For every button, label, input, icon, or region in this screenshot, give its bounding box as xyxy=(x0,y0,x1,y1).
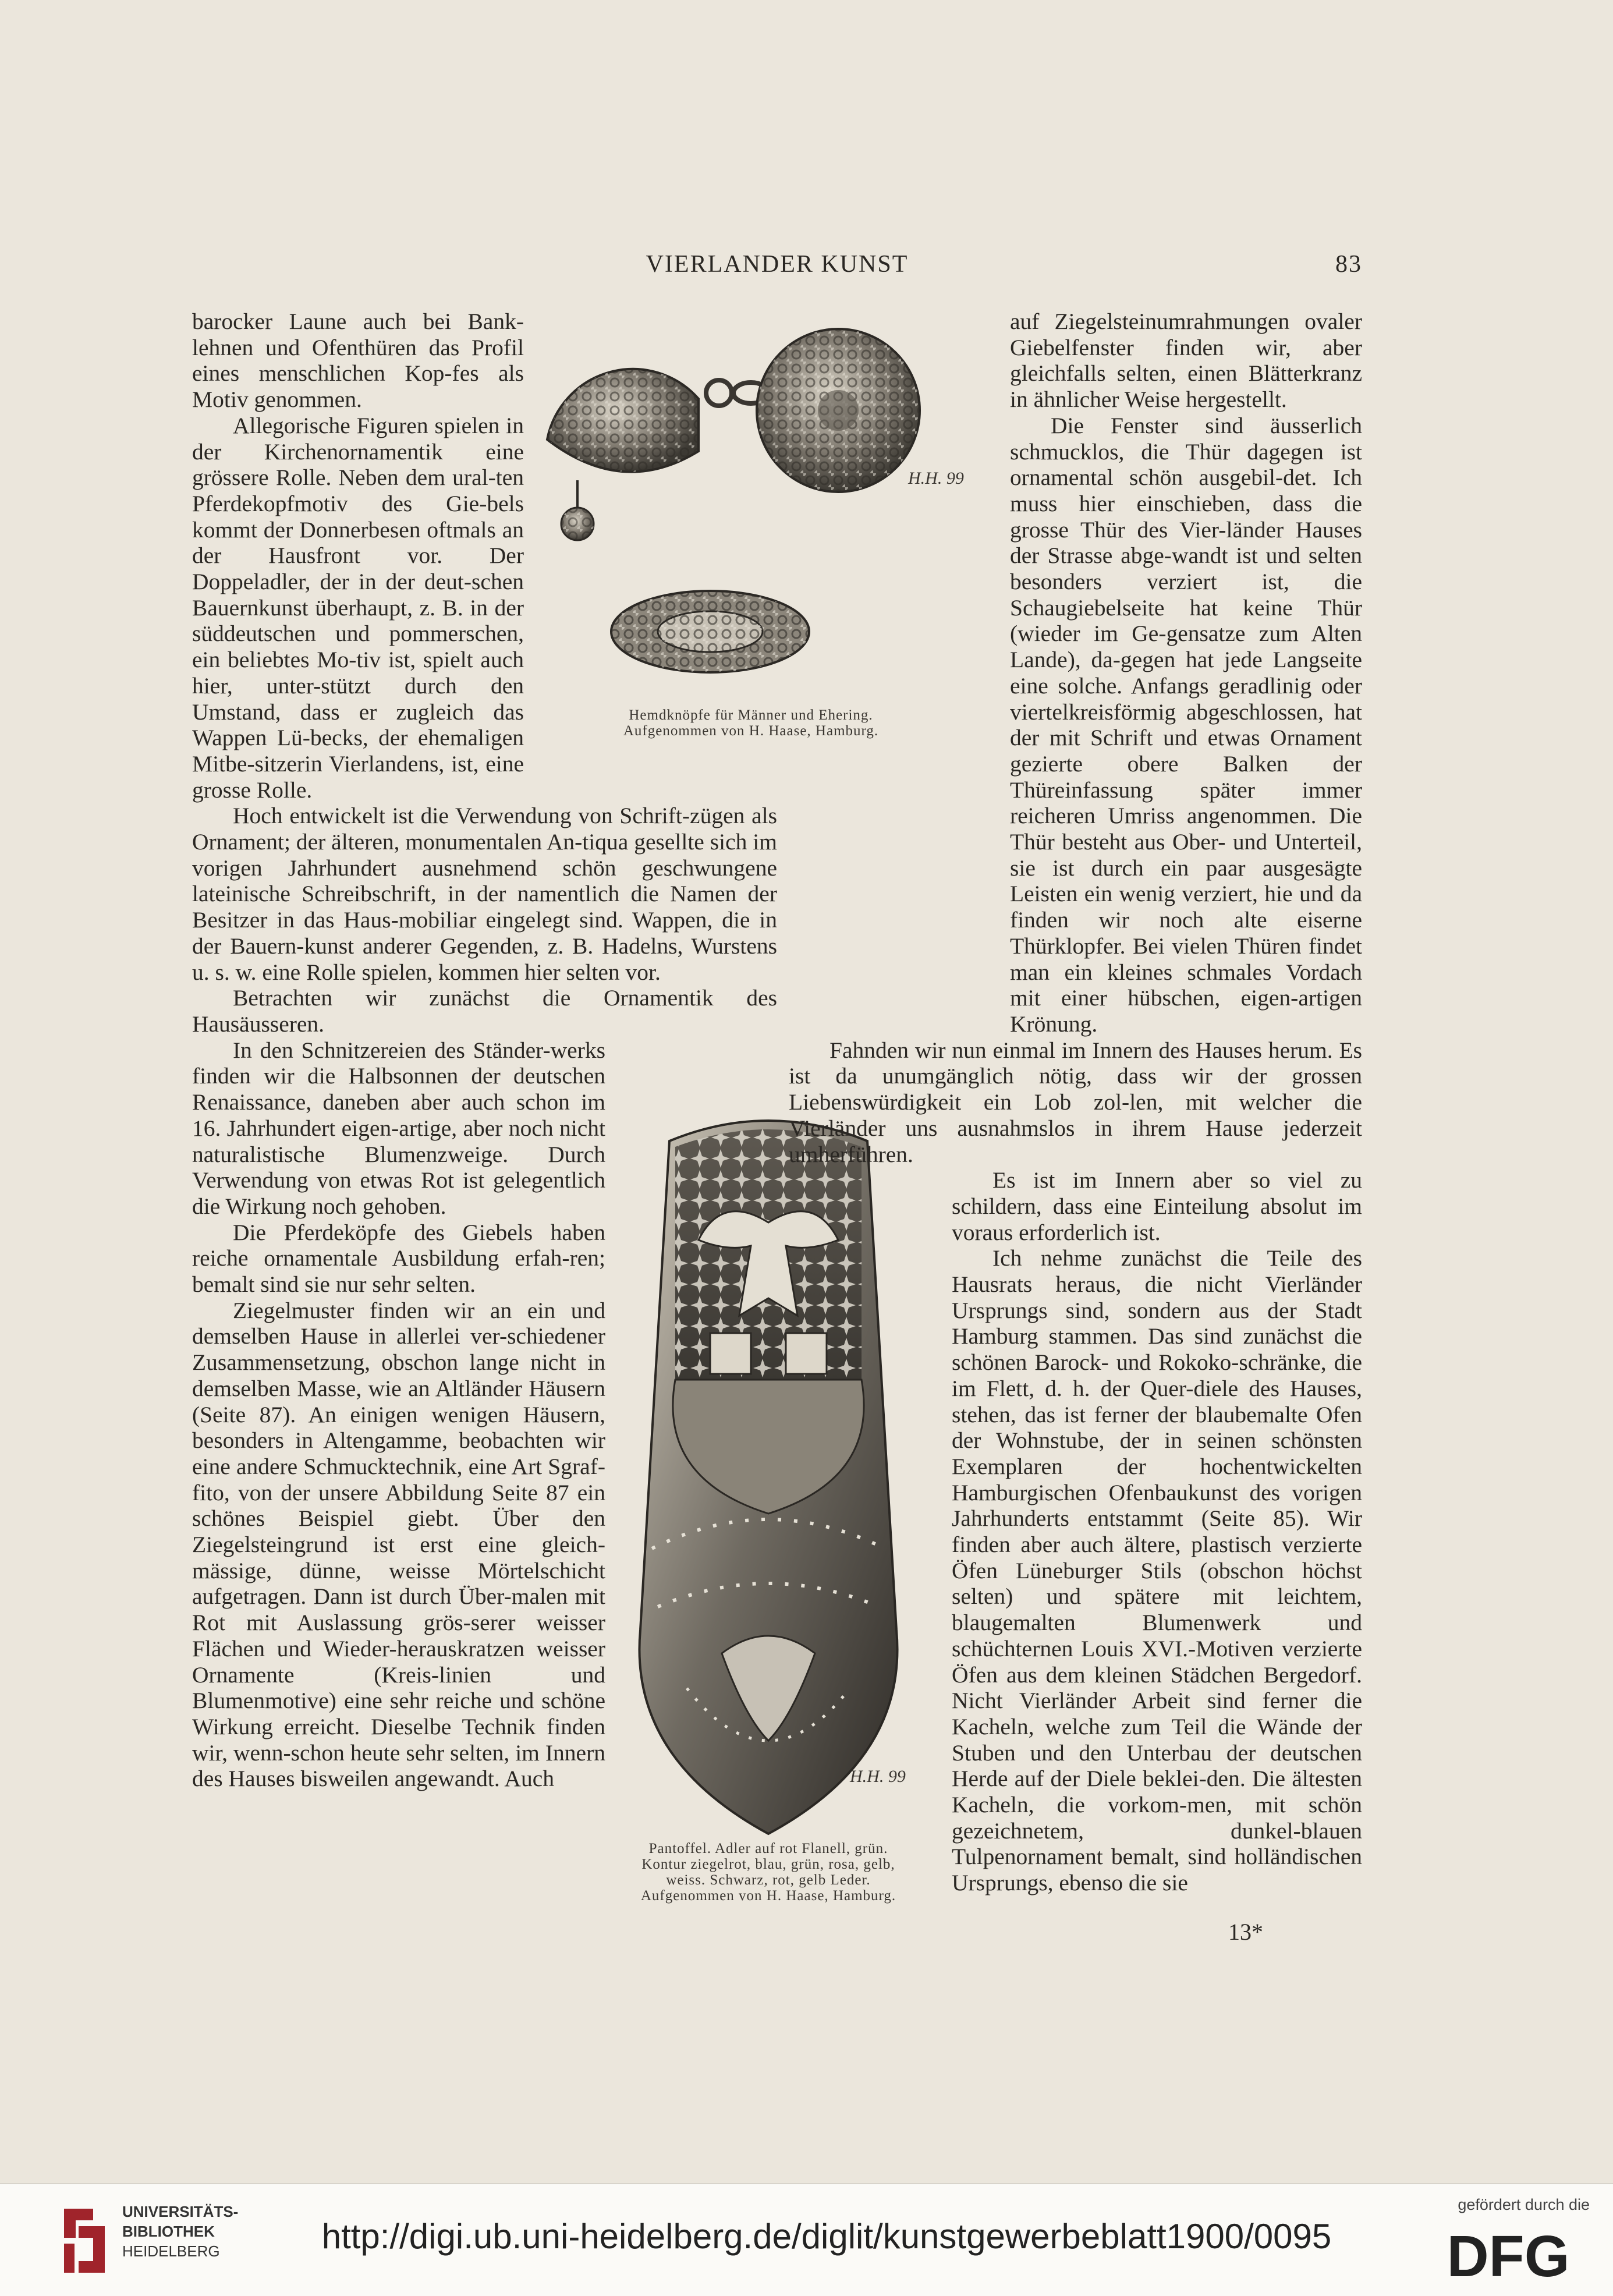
university-library-logo-icon xyxy=(58,2203,111,2279)
library-name: UNIVERSITÄTS- BIBLIOTHEK HEIDELBERG xyxy=(122,2203,239,2260)
paragraph: Ziegelmuster finden wir an ein und demselben Hause in allerlei ver-schiedener Zusammensetzung, obschon lange nicht in demselben Masse, wie an Altländer Häusern (Seite 87). An einigen wenigen Häusern, besonders in Altengamme, beobachten wir eine andere Schmucktechnik, eine Art Sgraf-fito, von der unsere Abbildung Seite 87 ein schönes Beispiel giebt. Über den Ziegelsteingrund ist erst eine gleich-mässige, dünne, weisse Mörtelschicht aufgetragen. Dann ist durch Über-malen mit Rot mit Auslassung grös-serer weisser Flächen und Wieder-herauskratzen weisser Ornamente (Kreis-linien und Blumenmotive) eine sehr reiche und schöne Wirkung erreicht. Dieselbe Technik finden wir, wenn-schon heute sehr selten, im Innern des Hauses bisweilen angewandt. Auch xyxy=(192,1297,605,1792)
paragraph: auf Ziegelsteinumrahmungen ovaler Giebelfenster finden wir, aber gleichfalls selten, einen Blätterkranz in ähnlicher Weise hergestellt. xyxy=(1010,309,1362,413)
paragraph: Fahnden wir nun einmal im Innern des Hauses herum. Es ist da unumgänglich nötig, dass wir der grossen Liebenswürdigkeit ein Lob zol-len, mit welcher die Vierländer uns ausnahmslos in ihrem Hause jederzeit umherführen. xyxy=(789,1037,1362,1167)
paragraph: Allegorische Figuren spielen in der Kirchenornamentik eine grössere Rolle. Neben dem ural-ten Pferdekopfmotiv des Gie-bels kommt der Donnerbesen oftmals an der Hausfront vor. Der Doppeladler, der in der deut-schen Bauernkunst überhaupt, z. B. in der süddeutschen und pommerschen, ein beliebtes Mo-tiv ist, spielt auch hier, unter-stützt durch den Umstand, dass er zugleich das Wappen Lü-becks, der ehemaligen Mitbe-sitzerin Vierlandens, ist, eine grosse Rolle. xyxy=(192,412,524,803)
paragraph: Es ist im Innern aber so viel zu schildern, dass eine Einteilung absolut im voraus erforderlich ist. xyxy=(952,1167,1362,1245)
paragraph: Die Fenster sind äusserlich schmucklos, die Thür dagegen ist ornamental schön ausgebil-det. Ich muss hier einschieben, dass die grosse Thür des Vier-länder Hauses der Strasse abge-wandt ist und selten besonders verziert ist, die Schaugiebelseite hat keine Thür (wieder im Ge-gensatze zum Alten Lande), da-gegen hat jede Langseite eine solche. Anfangs geradlinig oder viertelkreisförmig abgeschlossen, hat der mit Schrift und etwas Ornament gezierte obere Balken der Thüreinfassung später immer reicheren Umriss angenommen. Die Thür besteht aus Ober- und Unterteil, sie ist durch ein paar ausgesägte Leisten ein wenig verziert, hie und da finden wir noch alte eiserne Thürklopfer. Bei vielen Thüren findet man ein kleines schmales Vordach mit einer hübschen, eigen-artigen Krönung. xyxy=(1010,412,1362,1037)
permalink-url[interactable]: http://digi.ub.uni-heidelberg.de/diglit/kunstgewerbeblatt1900/0095 xyxy=(321,2217,1332,2256)
funding-note: gefördert durch die xyxy=(1458,2196,1590,2213)
paragraph: In den Schnitzereien des Ständer-werks finden wir die Halbsonnen der deutschen Renaissance, daneben aber auch schon im 16. Jahrhundert eigen-artige, aber noch nicht naturalistische Blumenzweige. Durch Verwendung von etwas Rot ist gelegentlich die Wirkung noch gehoben. xyxy=(192,1037,605,1219)
left-column xyxy=(192,309,777,1792)
paragraph: Betrachten wir zunächst die Ornamentik des Hausäusseren. xyxy=(192,985,777,1037)
signature-mark: 13* xyxy=(1228,1919,1263,1945)
paragraph: Ich nehme zunächst die Teile des Hausrats heraus, die nicht Vierländer Ursprungs sind, sondern aus der Stadt Hamburg stammen. Das sind zunächst die schönen Barock- und Rokoko-schränke, die im Flett, d. h. der Quer-diele des Hauses, stehen, das ist ferner der blaubemalte Ofen der Wohnstube, der in seinen schönsten Exemplaren der hochentwickelten Hamburgischen Ofenbaukunst des vorigen Jahrhunderts entstammt (Seite 85). Wir finden aber auch ältere, plastisch verzierte Öfen Lüneburger Stils (obschon höchst selten) und spätere mit leichtem, blaugemalten Blumenwerk und schüchternen Louis XVI.-Motiven verzierte Öfen aus dem kleinen Städchen Bergedorf. Nicht Vierländer Arbeit sind ferner die Kacheln, welche zum Teil die Wände der Stuben und den Unterbau der deutschen Herde auf der Diele beklei-den. Die ältesten Kacheln, die vorkom-men, mit schön gezeichnetem, dunkel-blauen Tulpenornament bemalt, sind holländischen Ursprungs, ebenso die sie xyxy=(952,1245,1362,1896)
dfg-logo-icon xyxy=(1427,2225,1590,2283)
digitization-footer xyxy=(0,2183,1613,2296)
page-title: VIERLANDER KUNST xyxy=(646,251,909,278)
figure-caption: Hemdknöpfe für Männer und Ehering. Aufgenommen von H. Haase, Hamburg. xyxy=(623,707,879,739)
paragraph: Die Pferdeköpfe des Giebels haben reiche ornamentale Ausbildung erfah-ren; bemalt sind sie nur sehr selten. xyxy=(192,1219,605,1298)
figure-caption: Pantoffel. Adler auf rot Flanell, grün. Kontur ziegelrot, blau, grün, rosa, gelb, weiss. Schwarz, rot, gelb Leder. Aufgenommen von H. Haase, Hamburg. xyxy=(640,1841,896,1904)
artist-signature: H.H. 99 xyxy=(850,1767,906,1786)
svg-text:DFG: DFG xyxy=(1447,2225,1570,2283)
page-number: 83 xyxy=(1335,251,1362,278)
artist-signature: H.H. 99 xyxy=(908,469,964,488)
paragraph: barocker Laune auch bei Bank-lehnen und Ofenthüren das Profil eines menschlichen Kop-fes als Motiv genommen. xyxy=(192,309,524,413)
running-header xyxy=(192,250,1362,285)
paragraph: Hoch entwickelt ist die Verwendung von Schrift-zügen als Ornament; der älteren, monumentalen An-tiqua gesellte sich im vorigen Jahrhundert ausnehmend schön geschwungene lateinische Schreibschrift, in der namentlich die Namen der Besitzer in das Haus-mobiliar eingelegt sind. Wappen, die in der Bauern-kunst anderer Gegenden, z. B. Hadelns, Wurstens u. s. w. eine Rolle spielen, kommen hier selten vor. xyxy=(192,803,777,985)
right-column xyxy=(789,309,1362,1896)
